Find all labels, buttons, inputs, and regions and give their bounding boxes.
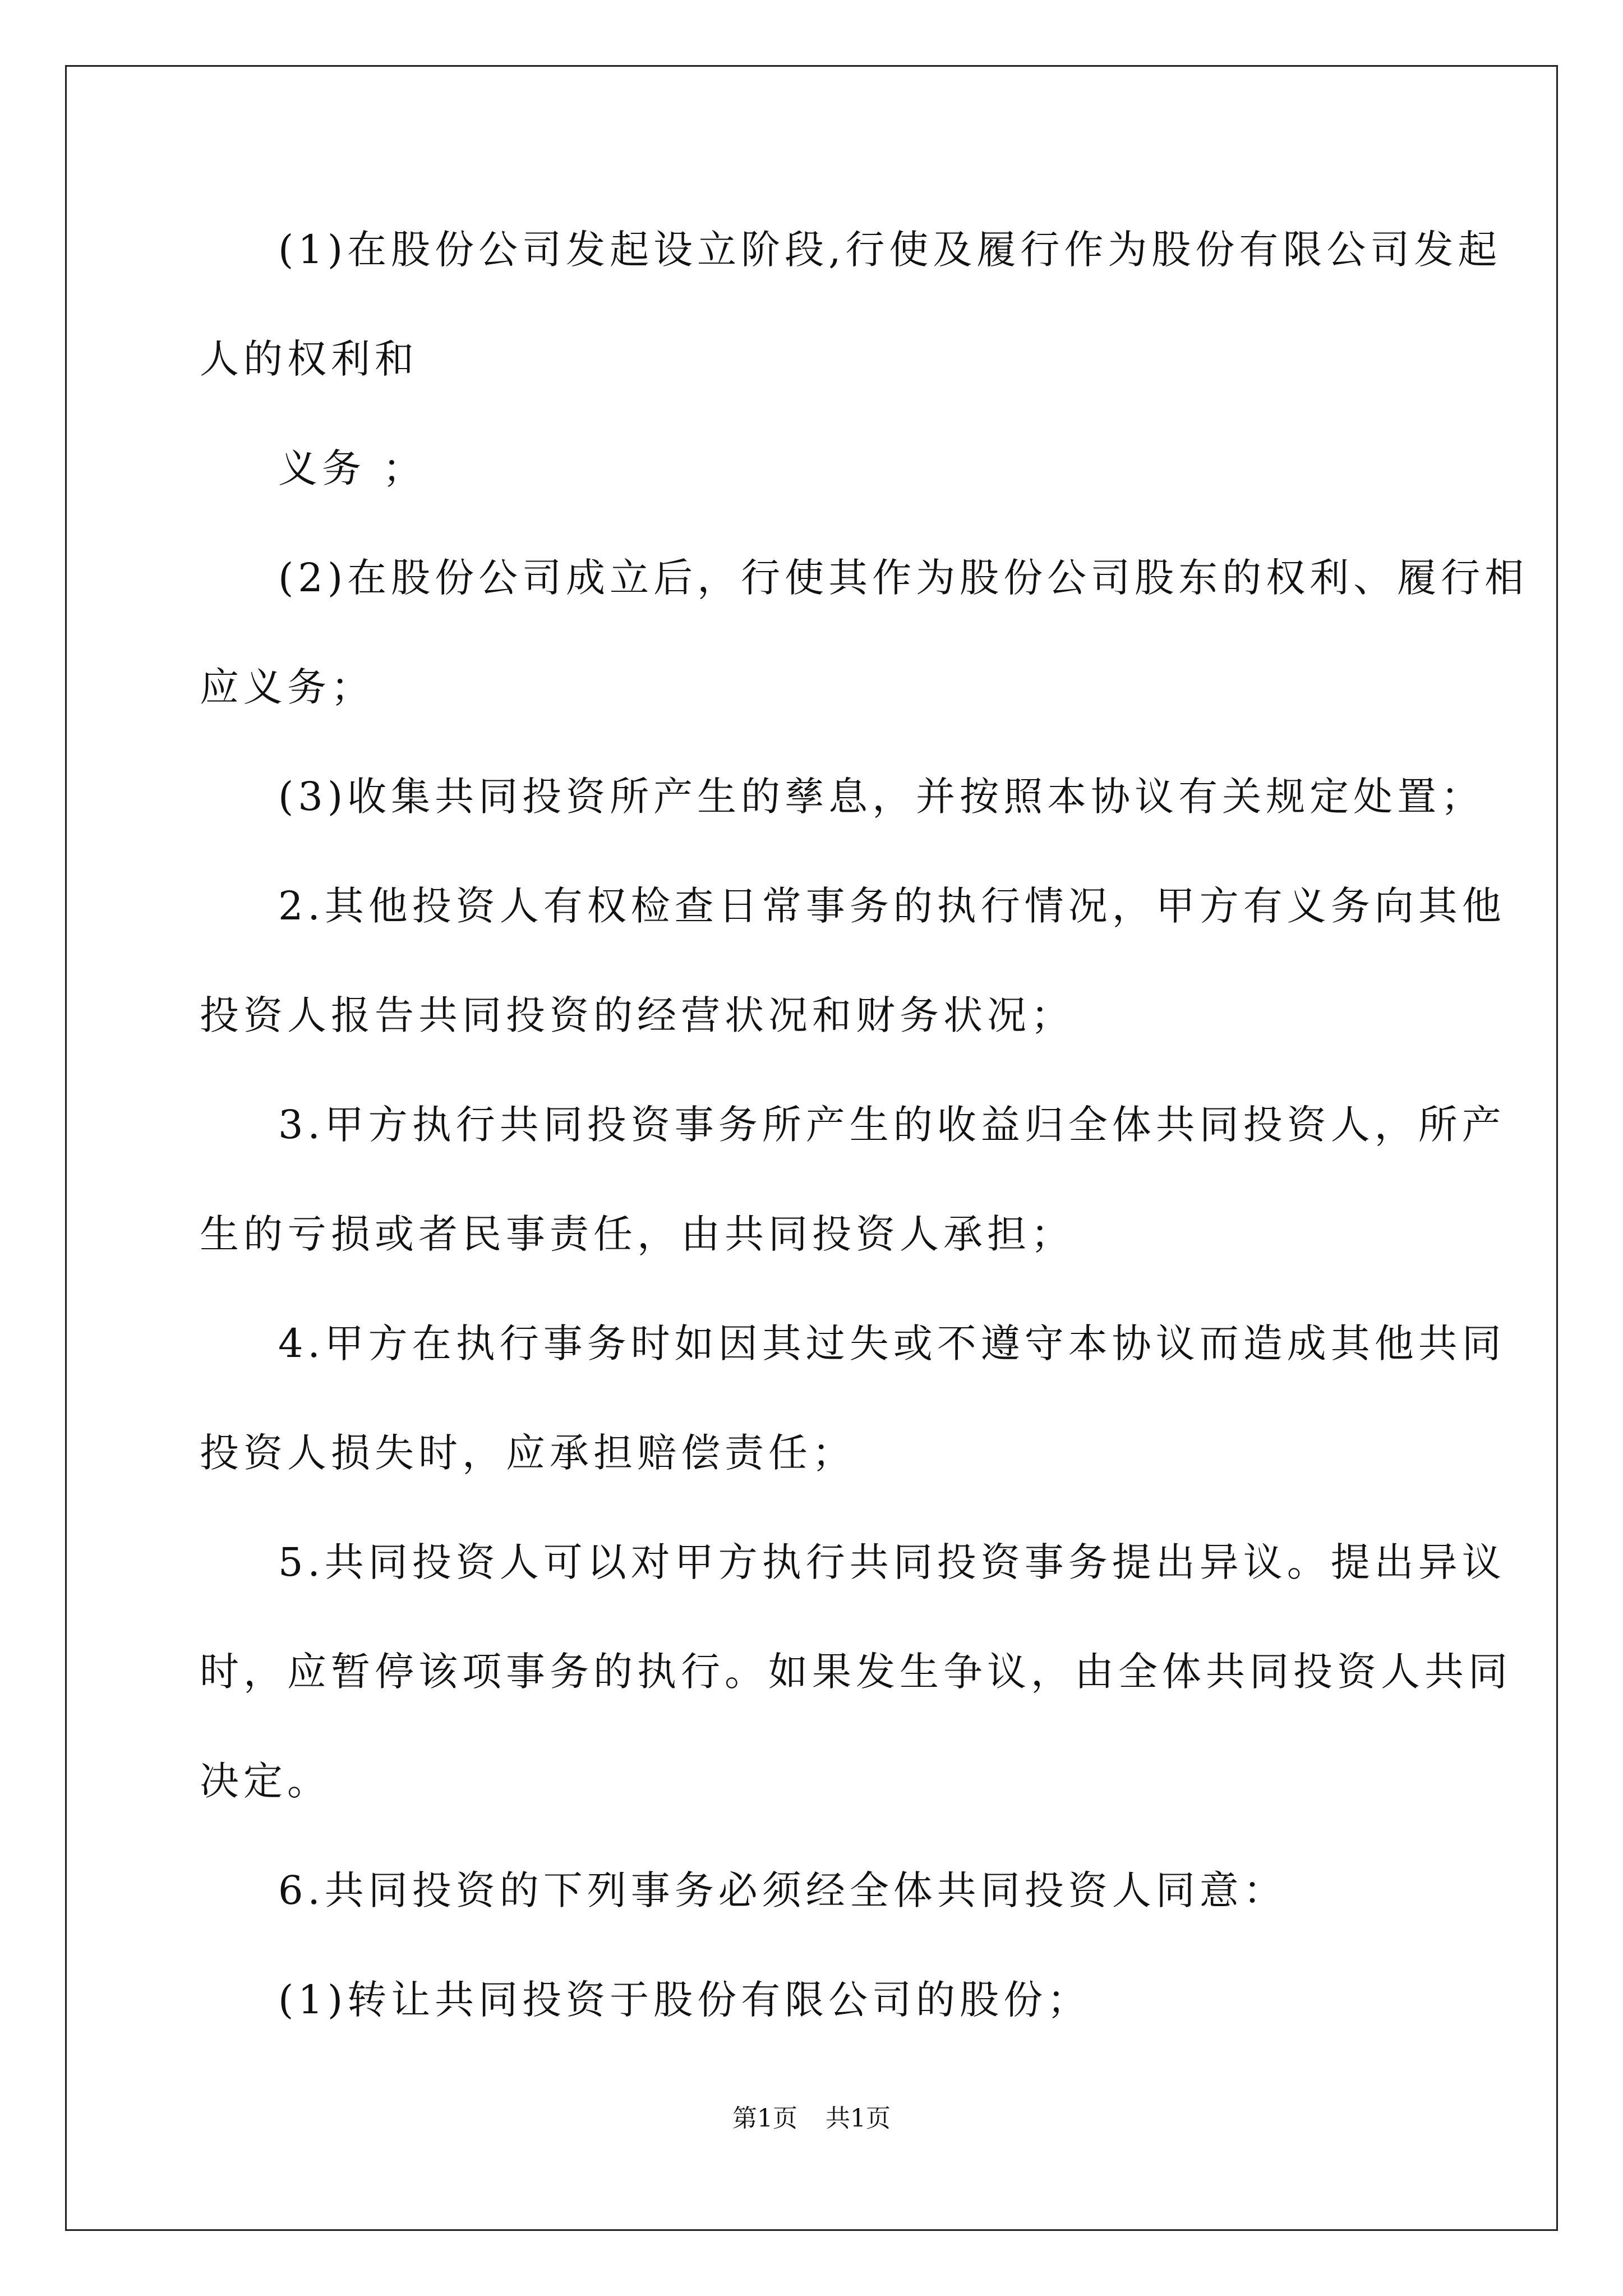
text-line: 生的亏损或者民事责任，由共同投资人承担； — [200, 1211, 1075, 1257]
text-line: 义务 ； — [278, 445, 427, 491]
text-line: (1)在股份公司发起设立阶段,行使及履行作为股份有限公司发起 — [278, 227, 1502, 273]
text-line: 人的权利和 — [200, 336, 418, 382]
page-footer — [0, 2098, 1623, 2134]
text-line: 5.共同投资人可以对甲方执行共同投资事务提出异议。提出异议 — [278, 1539, 1506, 1585]
text-line: 4.甲方在执行事务时如因其过失或不遵守本协议而造成其他共同 — [278, 1320, 1506, 1366]
text-line: (1)转让共同投资于股份有限公司的股份； — [278, 1977, 1091, 2023]
page-number: 第1页 — [732, 2104, 797, 2133]
text-line: (2)在股份公司成立后，行使其作为股份公司股东的权利、履行相 — [278, 555, 1529, 601]
text-line: 2.其他投资人有权检查日常事务的执行情况，甲方有义务向其他 — [278, 883, 1506, 929]
text-line: 投资人报告共同投资的经营状况和财务状况； — [200, 992, 1075, 1038]
text-line: 投资人损失时，应承担赔偿责任； — [200, 1430, 856, 1476]
page-total: 共1页 — [826, 2104, 891, 2133]
text-line: (3)收集共同投资所产生的孳息，并按照本协议有关规定处置； — [278, 774, 1485, 820]
text-line: 6.共同投资的下列事务必须经全体共同投资人同意： — [278, 1867, 1287, 1913]
text-line: 时，应暂停该项事务的执行。如果发生争议，由全体共同投资人共同 — [200, 1649, 1512, 1695]
text-line: 应义务； — [200, 664, 375, 710]
text-line: 决定。 — [200, 1758, 331, 1804]
text-line: 3.甲方执行共同投资事务所产生的收益归全体共同投资人，所产 — [278, 1102, 1506, 1148]
